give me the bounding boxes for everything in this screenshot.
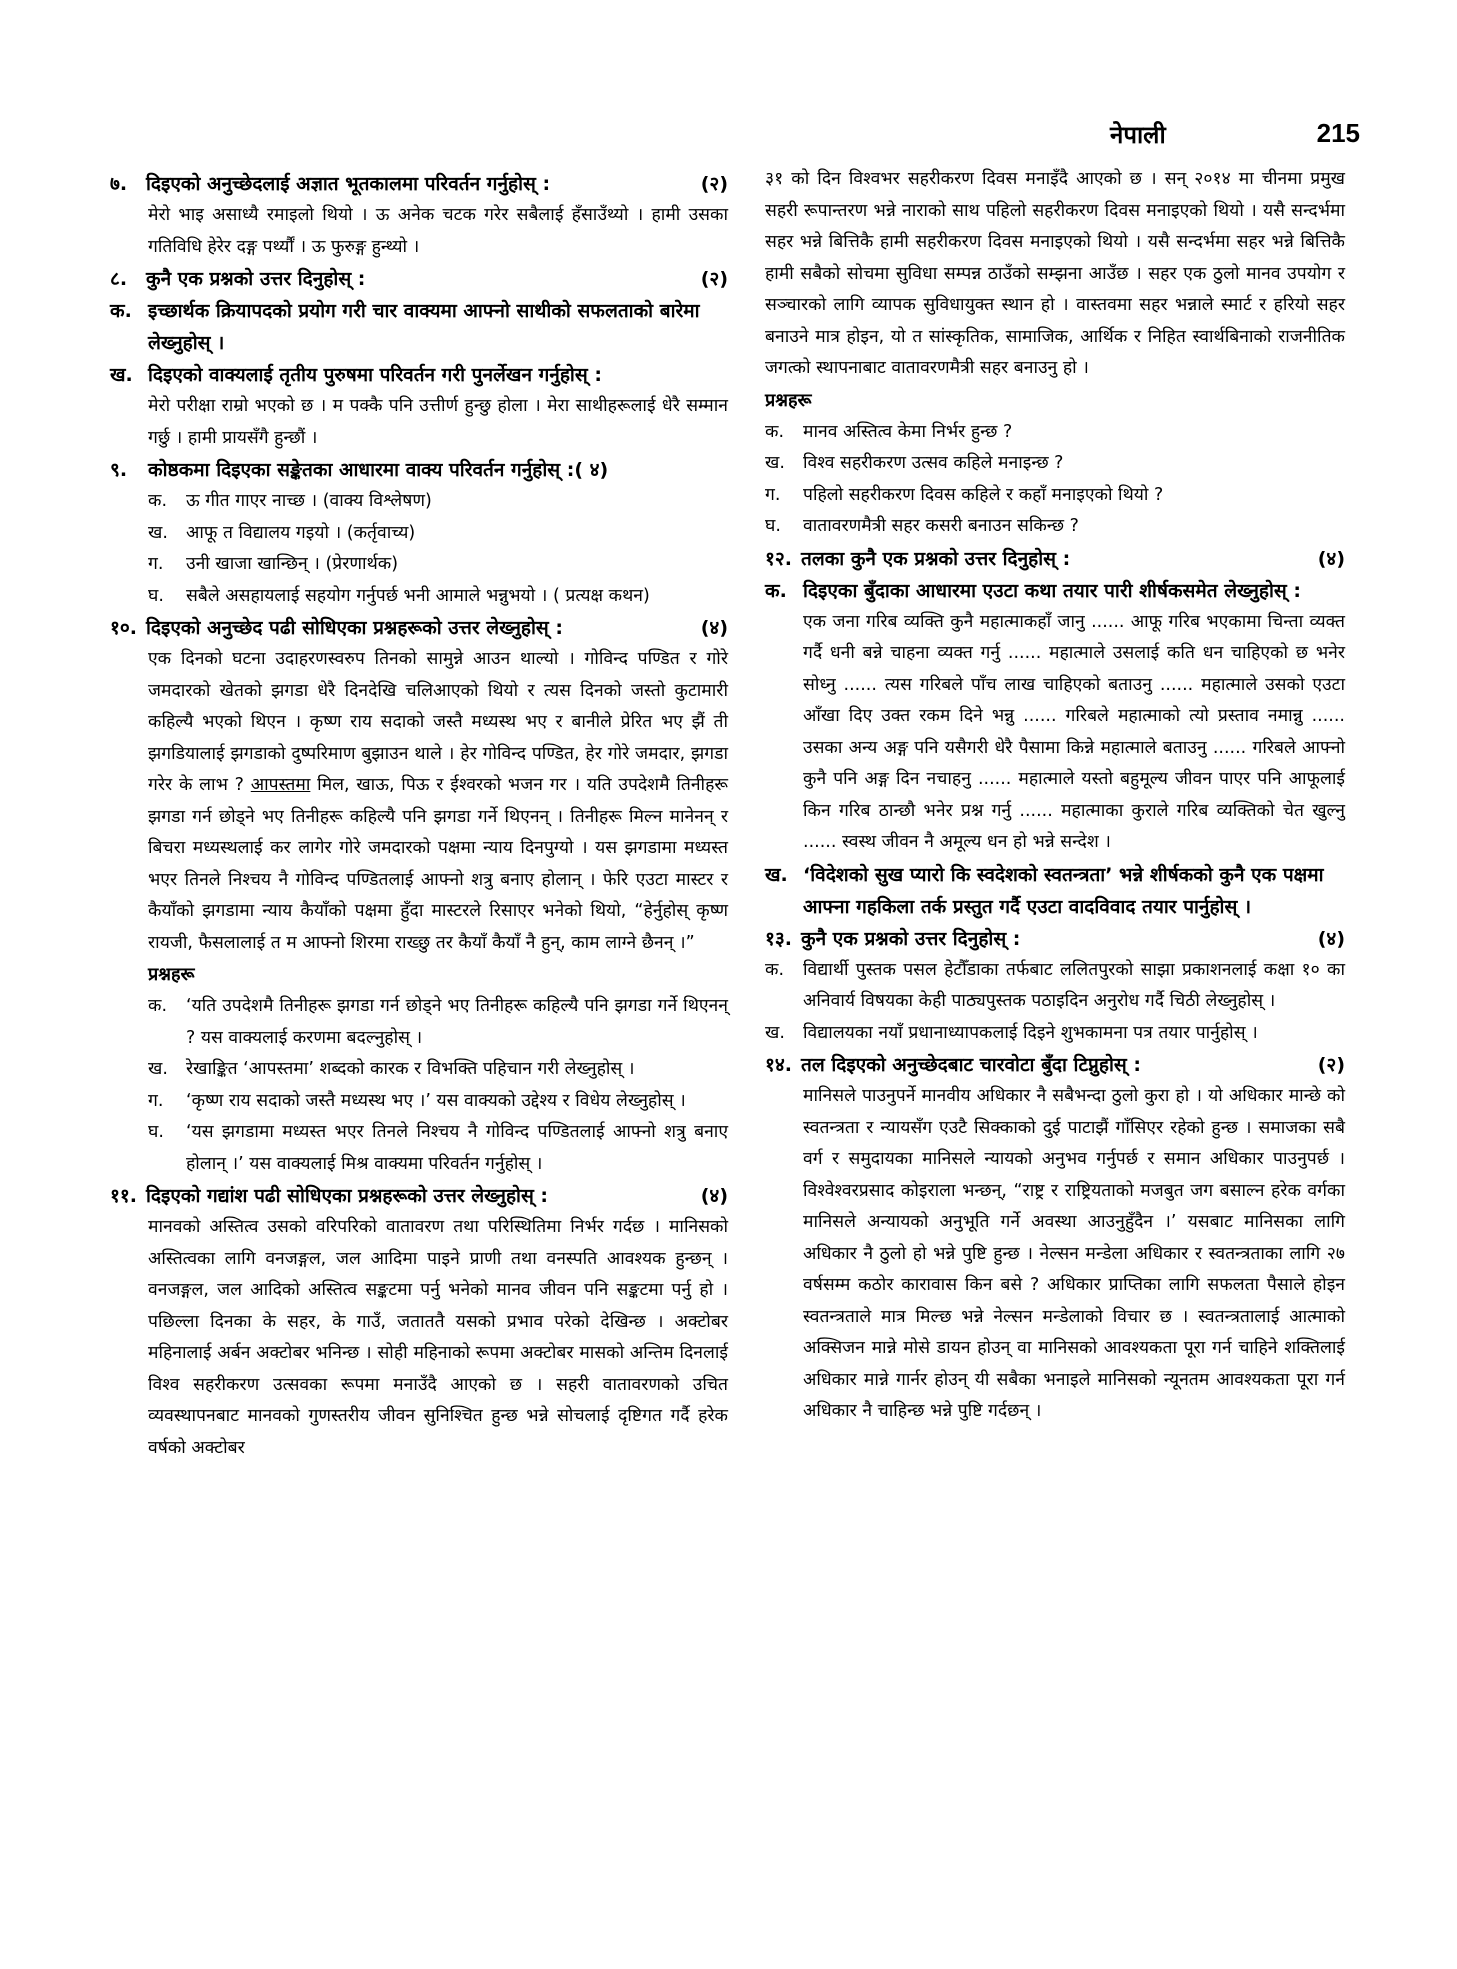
question-10-heading: [110, 612, 728, 644]
question-marks: (२): [1317, 1054, 1345, 1076]
question-11-heading: [110, 1180, 728, 1212]
item-text: पहिलो सहरीकरण दिवस कहिले र कहाँ मनाइएको थियो ?: [803, 484, 1164, 505]
item-text: आफू त विद्यालय गइयो । (कर्तृवाच्य): [186, 522, 416, 543]
question-marks: (४): [1317, 927, 1345, 950]
left-column: [110, 168, 728, 1464]
question-title: कुनै एक प्रश्नको उत्तर दिनुहोस् :: [801, 927, 1021, 950]
item-label: ग.: [148, 1090, 164, 1111]
question-12a-points: एक जना गरिब व्यक्ति कुनै महात्माकहाँ जानु ...... आफू गरिब भएकामा चिन्ता व्यक्त गर्दै धनी बन्ने चाहना व्यक्त गर्नु ...... महात्माले उसलाई कति धन चाहिएको छ भनेर सोध्नु ...... त्यस गरिबले पाँच लाख चाहिएको बताउनु ...... महात्माले उसको एउटा आँखा दिए उक्त रकम दिने भन्नु ...... गरिबले महात्माको त्यो प्रस्ताव नमान्नु ...... उसका अन्य अङ्ग पनि यसैगरी धेरै पैसामा किन्ने महात्माले बताउनु ...... गरिबले आफ्नो कुनै पनि अङ्ग दिन नचाहनु ...... महात्माले यस्तो बहुमूल्य जीवन पाएर पनि आफूलाई किन गरिब ठान्छौ भनेर प्रश्न गर्नु ...... महात्माका कुराले गरिब व्यक्तिको चेत खुल्नु ...... स्वस्थ जीवन नै अमूल्य धन हो भन्ने सन्देश ।: [803, 611, 1345, 852]
item-label: क.: [148, 996, 168, 1016]
question-marks: (४): [700, 617, 728, 639]
sub-title: ‘विदेशको सुख प्यारो कि स्वदेशको स्वतन्त्रता’ भन्ने शीर्षकको कुनै एक पक्षमा आफ्ना गहकिला तर्क प्रस्तुत गर्दै एउटा वादविवाद तयार पार्नुहोस् ।: [803, 863, 1324, 918]
item-label: क.: [148, 491, 168, 511]
item-label: ख.: [148, 522, 168, 543]
passage-text: मिल, खाऊ, पिऊ र ईश्वरको भजन गर । यति उपदेशमै तिनीहरू झगडा गर्न छोड्ने भए तिनीहरू कहिल्यै पनि झगडा गर्ने थिएनन् । तिनीहरू मिल्न मानेनन् र बिचरा मध्यस्थलाई कर लागेर गोरे जमदारको पक्षमा न्याय दिनपुग्यो । यस झगडामा मध्यस्त भएर तिनले निश्चय नै गोविन्द पण्डितलाई आफ्नो शत्रु बनाए होलान् । फेरि एउटा मास्टर र कैयाँको झगडामा न्याय कैयाँको पक्षमा हुँदा मास्टरले रिसाएर भनेको थियो, “हेर्नुहोस् कृष्ण रायजी, फैसलालाई त म आफ्नो शिरमा राख्छु तर कैयाँ कैयाँ नै हुन्, काम लाग्ने छैनन् ।”: [148, 775, 728, 953]
question-marks: (४): [700, 1185, 728, 1207]
question-11-item: [765, 480, 1345, 512]
item-text: विद्यार्थी पुस्तक पसल हेटौँडाका तर्फबाट ललितपुरको साझा प्रकाशनलाई कक्षा १० का अनिवार्य विषयका केही पाठ्यपुस्तक पठाइदिन अनुरोध गर्दै चिठी लेख्नुहोस् ।: [803, 959, 1345, 1011]
item-text: रेखाङ्कित ‘आपस्तमा’ शब्दको कारक र विभक्ति पहिचान गरी लेख्नुहोस् ।: [186, 1059, 635, 1079]
question-13-item: [765, 1018, 1345, 1050]
sub-label: क.: [765, 579, 787, 602]
question-number: ९.: [110, 459, 128, 481]
question-10-item: [148, 991, 728, 1054]
question-7-passage: मेरो भाइ असाध्यै रमाइलो थियो । ऊ अनेक चटक गरेर सबैलाई हँसाउँथ्यो । हामी उसका गतिविधि हेरेर दङ्ग पर्थ्यौं । ऊ फुरुङ्ग हुन्थ्यो ।: [148, 205, 728, 257]
sub-label: क.: [110, 300, 132, 322]
sub-label: ख.: [765, 863, 788, 886]
question-number: १२.: [765, 547, 792, 570]
question-10-passage: [148, 644, 728, 959]
question-10-item: [148, 1086, 728, 1118]
item-text: ऊ गीत गाएर नाच्छ । (वाक्य विश्लेषण): [186, 491, 432, 511]
item-label: घ.: [765, 516, 781, 536]
sub-title: इच्छार्थक क्रियापदको प्रयोग गरी चार वाक्यमा आफ्नो साथीको सफलताको बारेमा लेख्नुहोस् ।: [148, 300, 700, 354]
item-label: ग.: [765, 484, 781, 505]
question-title: तल दिइएको अनुच्छेदबाट चारवोटा बुँदा टिप्नुहोस् :: [801, 1054, 1141, 1076]
underlined-word: आपस्तमा: [250, 775, 311, 795]
question-number: १४.: [765, 1054, 792, 1076]
question-11-passage-continued: ३१ को दिन विश्वभर सहरीकरण दिवस मनाइँदै आएको छ । सन् २०१४ मा चीनमा प्रमुख सहरी रूपान्तरण भन्ने नाराको साथ पहिलो सहरीकरण दिवस मनाइएको थियो । यसै सन्दर्भमा सहर भन्ने बित्तिकै हामी सहरीकरण दिवस मनाइएको थियो । यसै सन्दर्भमा सहर भन्ने बित्तिकै हामी सबैको सोचमा सुविधा सम्पन्न ठाउँको सम्झना आउँछ । सहर एक ठुलो मानव उपयोग र सञ्चारको लागि व्यापक सुविधायुक्त स्थान हो । वास्तवमा सहर भन्नाले स्मार्ट र हरियो सहर बनाउने मात्र होइन, यो त सांस्कृतिक, सामाजिक, आर्थिक र निहित स्वार्थबिनाको राजनीतिक जगत्को स्थापनाबाट वातावरणमैत्री सहर बनाउनु हो ।: [765, 169, 1345, 378]
page-number: 215: [1316, 118, 1360, 148]
question-9-item: [148, 486, 728, 518]
question-title: दिइएको अनुच्छेदलाई अज्ञात भूतकालमा परिवर्तन गर्नुहोस् :: [146, 173, 551, 195]
question-8-heading: [110, 263, 728, 295]
question-number: ११.: [110, 1185, 137, 1207]
item-text: सबैले असहायलाई सहयोग गर्नुपर्छ भनी आमाले भन्नुभयो । ( प्रत्यक्ष कथन): [186, 585, 650, 606]
question-13-item: [765, 955, 1345, 1018]
item-text: उनी खाजा खान्छिन् । (प्रेरणार्थक): [186, 554, 399, 574]
question-number: ८.: [110, 268, 128, 290]
question-8b: [110, 359, 728, 391]
question-11-item: [765, 417, 1345, 449]
question-9-item: [148, 518, 728, 550]
item-label: क.: [765, 421, 785, 442]
item-text: विद्यालयका नयाँ प्रधानाध्यापकलाई दिइने शुभकामना पत्र तयार पार्नुहोस् ।: [803, 1022, 1258, 1043]
item-label: ख.: [765, 1022, 785, 1043]
question-10-item: [148, 1054, 728, 1086]
question-title: कोष्ठकमा दिइएका सङ्केतका आधारमा वाक्य परिवर्तन गर्नुहोस् :( ४): [148, 459, 609, 481]
item-text: ‘यस झगडामा मध्यस्त भएर तिनले निश्चय नै गोविन्द पण्डितलाई आफ्नो शत्रु बनाए होलान् ।’ यस वाक्यलाई मिश्र वाक्यमा परिवर्तन गर्नुहोस् ।: [186, 1122, 728, 1174]
sub-title: दिइएका बुँदाका आधारमा एउटा कथा तयार पारी शीर्षकसमेत लेख्नुहोस् :: [803, 579, 1301, 602]
sub-label: ख.: [110, 364, 133, 386]
question-8a: [110, 295, 728, 359]
question-8b-passage: मेरो परीक्षा राम्रो भएको छ । म पक्कै पनि उत्तीर्ण हुन्छु होला । मेरा साथीहरूलाई धेरै सम्मान गर्छु । हामी प्रायसँगै हुन्छौं ।: [148, 396, 728, 448]
item-text: वातावरणमैत्री सहर कसरी बनाउन सकिन्छ ?: [803, 516, 1079, 536]
question-number: १३.: [765, 927, 792, 950]
question-12b-heading: [765, 859, 1345, 923]
question-number: ७.: [110, 173, 128, 195]
sub-title: दिइएको वाक्यलाई तृतीय पुरुषमा परिवर्तन गरी पुनर्लेखन गर्नुहोस् :: [148, 364, 602, 386]
item-text: ‘यति उपदेशमै तिनीहरू झगडा गर्न छोड्ने भए तिनीहरू कहिल्यै पनि झगडा गर्ने थिएनन् ? यस वाक्यलाई करणमा बदल्नुहोस् ।: [186, 996, 728, 1048]
question-11-item: [765, 448, 1345, 480]
item-text: विश्व सहरीकरण उत्सव कहिले मनाइन्छ ?: [803, 453, 1064, 473]
question-12a-heading: [765, 575, 1345, 607]
question-11-item: [765, 511, 1345, 543]
right-column: [765, 164, 1345, 1428]
question-14-passage: मानिसले पाउनुपर्ने मानवीय अधिकार नै सबैभन्दा ठुलो कुरा हो । यो अधिकार मान्छे को स्वतन्त्रता र न्यायसँग एउटै सिक्काको दुई पाटाझैं गाँसिएर रहेको हुन्छ । समाजका सबै वर्ग र समुदायका मानिसले न्यायको अनुभव गर्नुपर्छ र समान अधिकार पाउनुपर्छ । विश्वेश्वरप्रसाद कोइराला भन्छन्, “राष्ट्र र राष्ट्रियताको मजबुत जग बसाल्न हरेक वर्गका मानिसले अन्यायको अनुभूति गर्ने अवस्था आउनुहुँदैन ।’ यसबाट मानिसका लागि अधिकार नै ठुलो हो भन्ने पुष्टि हुन्छ । नेल्सन मन्डेला अधिकार र स्वतन्त्रताका लागि २७ वर्षसम्म कठोर कारावास किन बसे ? अधिकार प्राप्तिका लागि सफलता पैसाले होइन स्वतन्त्रताले मात्र मिल्छ भन्ने नेल्सन मन्डेलाको विचार छ । स्वतन्त्रतालाई आत्माको अक्सिजन मान्ने मोसे डायन होउन् वा मानिसको आवश्यकता पूरा गर्न चाहिने शक्तिलाई अधिकार मान्ने गार्नर होउन् यी सबैका भनाइले मानिसको न्यूनतम आवश्यकता पूरा गर्न अधिकार नै चाहिन्छ भन्ने पुष्टि गर्दछन् ।: [803, 1086, 1345, 1421]
item-label: ख.: [148, 1059, 168, 1079]
question-title: दिइएको गद्यांश पढी सोधिएका प्रश्नहरूको उत्तर लेख्नुहोस् :: [146, 1185, 549, 1207]
question-title: कुनै एक प्रश्नको उत्तर दिनुहोस् :: [146, 268, 366, 290]
question-9-item: [148, 549, 728, 581]
questions-heading: प्रश्नहरू: [765, 389, 812, 411]
item-text: मानव अस्तित्व केमा निर्भर हुन्छ ?: [803, 421, 1013, 442]
item-label: क.: [765, 959, 785, 980]
question-9-heading: [110, 454, 728, 486]
question-marks: (४): [1317, 547, 1345, 570]
running-header: [1110, 118, 1360, 148]
question-13-heading: [765, 923, 1345, 955]
item-label: घ.: [148, 1122, 164, 1142]
item-label: ग.: [148, 554, 164, 574]
question-title: दिइएको अनुच्छेद पढी सोधिएका प्रश्नहरूको उत्तर लेख्नुहोस् :: [146, 617, 563, 639]
question-number: १०.: [110, 617, 137, 639]
subject-title: नेपाली: [1110, 121, 1166, 149]
question-7-heading: [110, 168, 728, 200]
item-label: ख.: [765, 453, 785, 473]
question-14-heading: [765, 1049, 1345, 1081]
item-label: घ.: [148, 585, 164, 606]
question-title: तलका कुनै एक प्रश्नको उत्तर दिनुहोस् :: [801, 547, 1071, 570]
question-11-passage: मानवको अस्तित्व उसको वरिपरिको वातावरण तथा परिस्थितिमा निर्भर गर्दछ । मानिसको अस्तित्वका लागि वनजङ्गल, जल आदिमा पाइने प्राणी तथा वनस्पति आवश्यक हुन्छन् । वनजङ्गल, जल आदिको अस्तित्व सङ्कटमा पर्नु भनेको मानव जीवन पनि सङ्कटमा पर्नु हो । पछिल्ला दिनका के सहर, के गाउँ, जताततै यसको प्रभाव परेको देखिन्छ । अक्टोबर महिनालाई अर्बन अक्टोबर भनिन्छ । सोही महिनाको रूपमा अक्टोबर मासको अन्तिम दिनलाई विश्व सहरीकरण उत्सवका रूपमा मनाउँदै आएको छ । सहरी वातावरणको उचित व्यवस्थापनबाट मानवको गुणस्तरीय जीवन सुनिश्चित हुन्छ भन्ने सोचलाई दृष्टिगत गर्दै हरेक वर्षको अक्टोबर: [148, 1217, 728, 1458]
question-10-item: [148, 1117, 728, 1180]
item-text: ‘कृष्ण राय सदाको जस्तै मध्यस्थ भए ।’ यस वाक्यको उद्देश्य र विधेय लेख्नुहोस् ।: [186, 1090, 686, 1111]
passage-text: एक दिनको घटना उदाहरणस्वरुप तिनको सामुन्ने आउन थाल्यो । गोविन्द पण्डित र गोरे जमदारको खेतको झगडा धेरै दिनदेखि चलिआएको थियो र त्यस दिनको जस्तो कुटामारी कहिल्यै भएको थिएन । कृष्ण राय सदाको जस्तै मध्यस्थ भए र बानीले प्रेरित भए झैं ती झगडियालाई झगडाको दुष्परिमाण बुझाउन थाले । हेर गोविन्द पण्डित, हेर गोरे जमदार, झगडा गरेर के लाभ ?: [148, 649, 728, 795]
question-9-item: [148, 581, 728, 613]
question-12-heading: [765, 543, 1345, 575]
question-marks: (२): [700, 268, 728, 290]
question-marks: (२): [700, 173, 728, 195]
questions-heading: प्रश्नहरू: [148, 964, 195, 985]
